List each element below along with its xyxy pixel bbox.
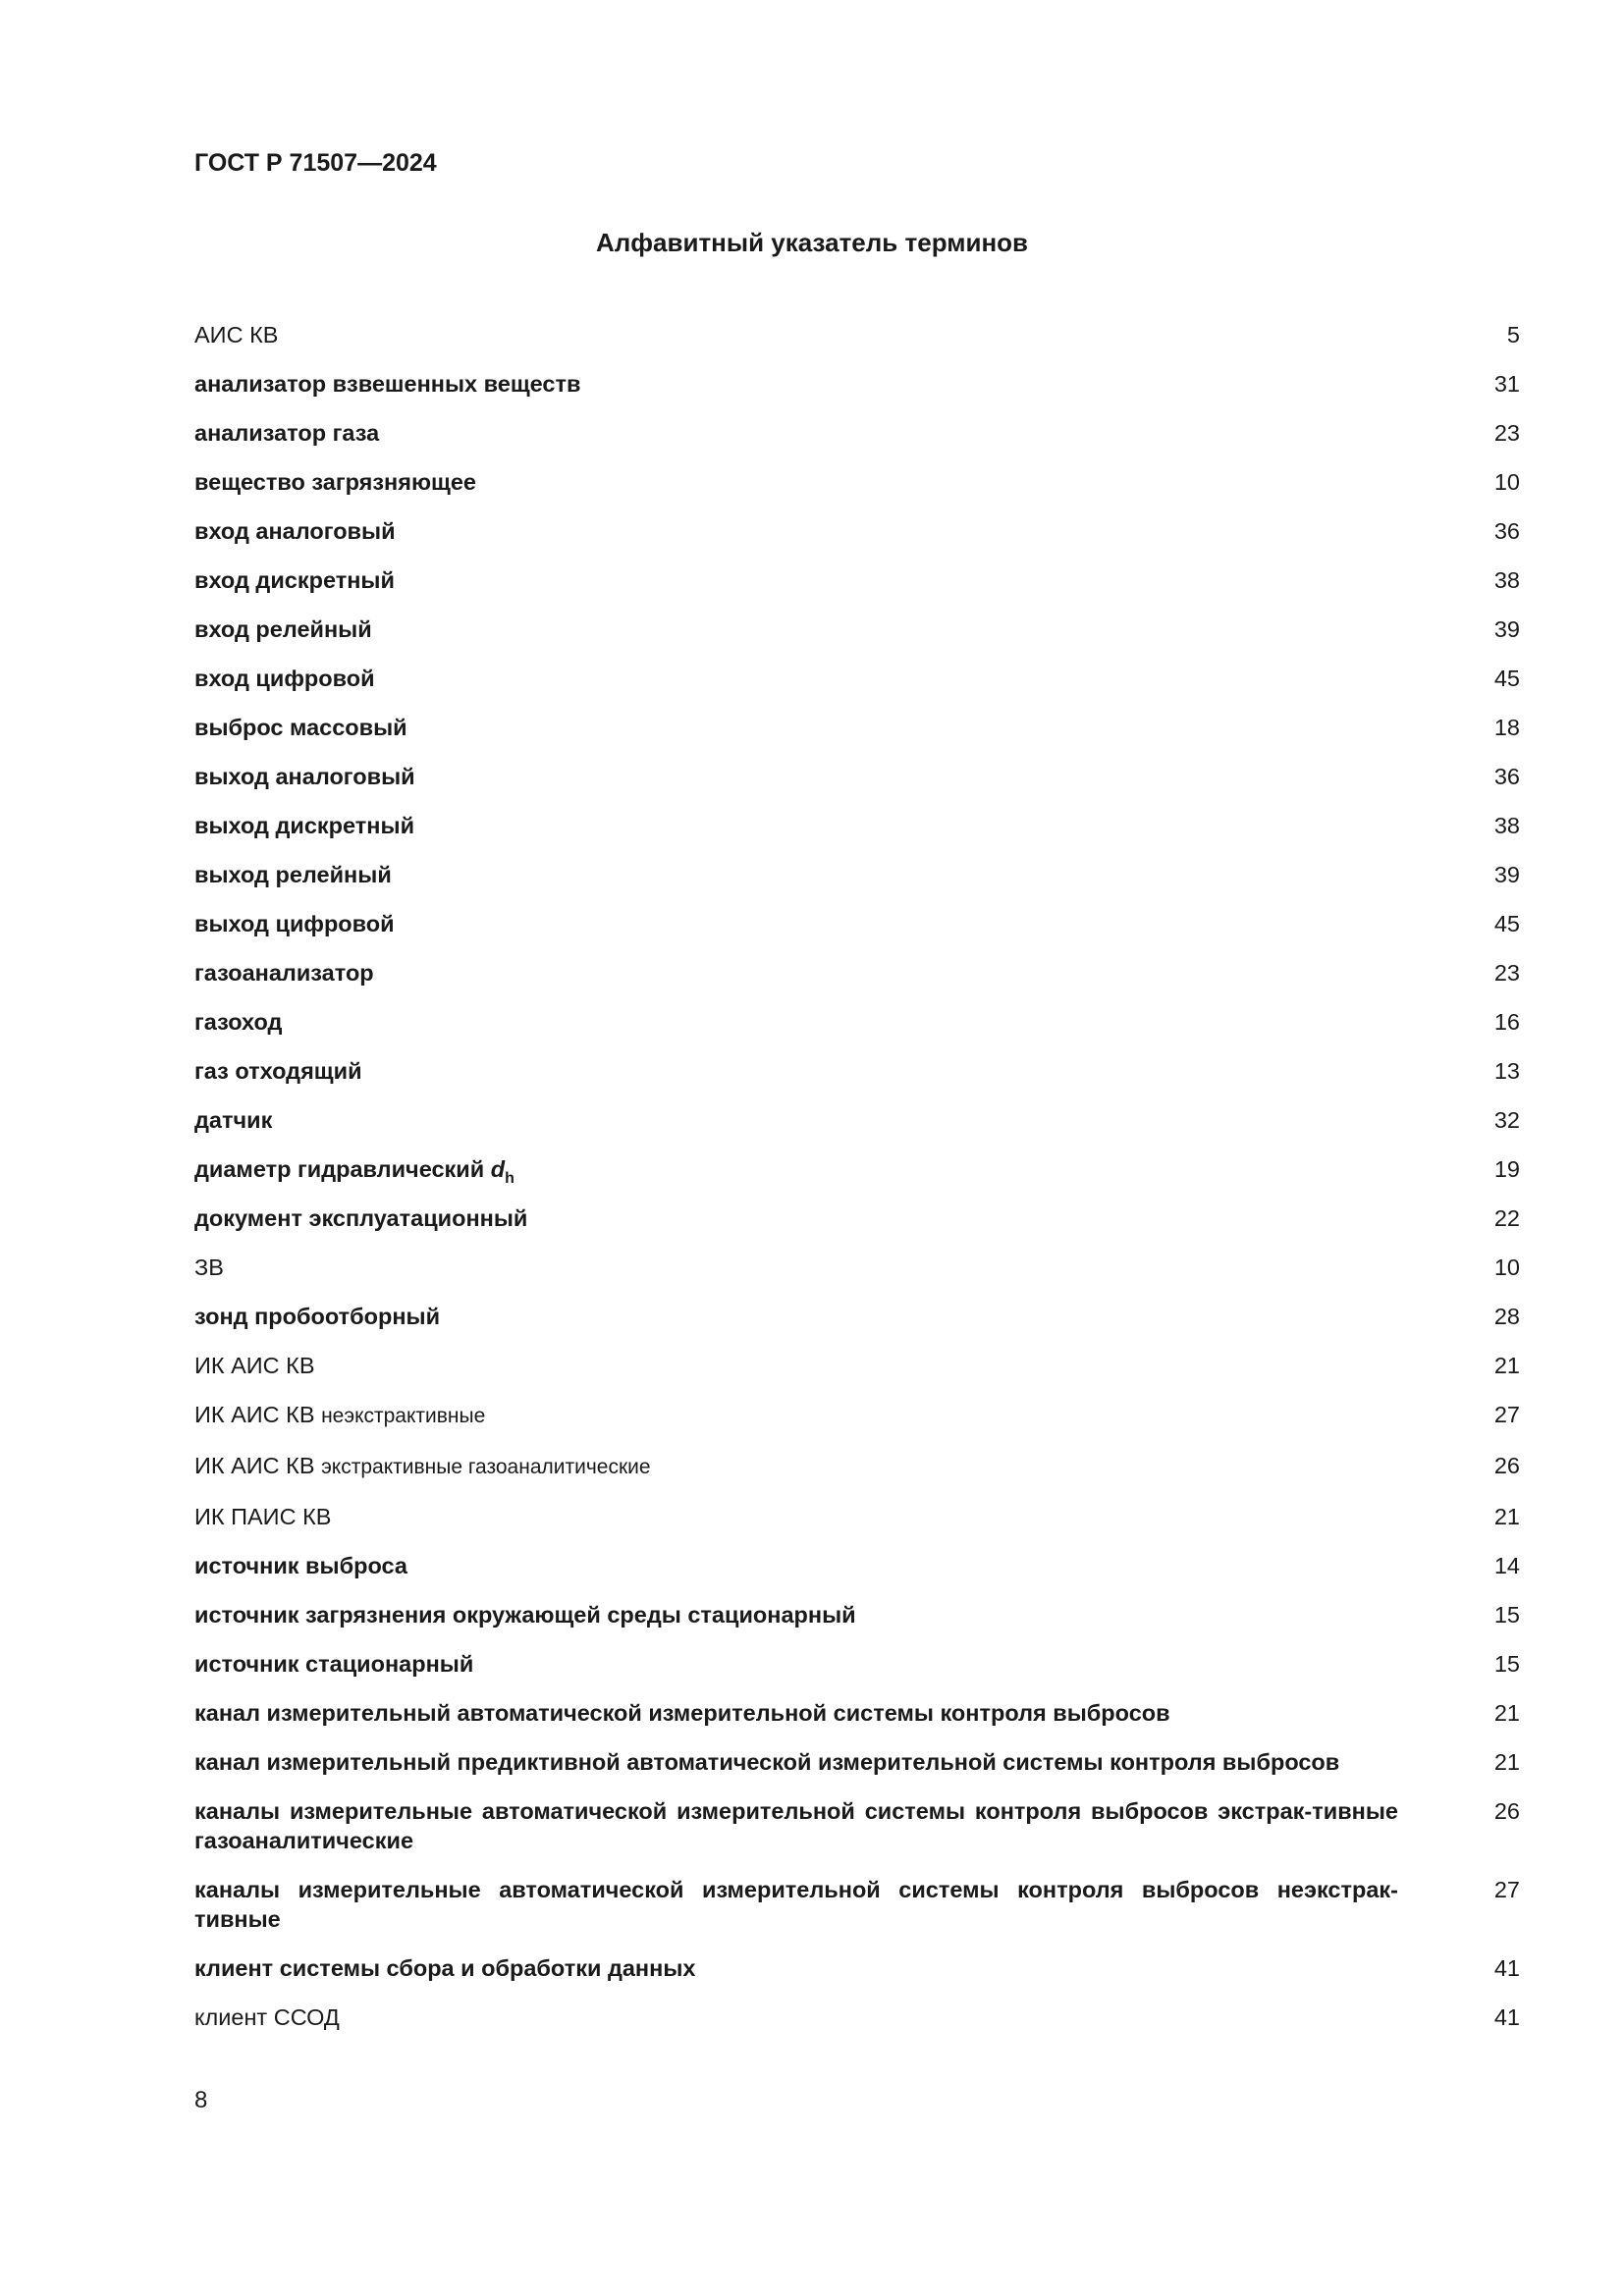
index-term-number: 15 [1493, 1602, 1520, 1628]
index-term: источник стационарный [194, 1651, 474, 1677]
index-entry [194, 1551, 1520, 1600]
index-term-number: 15 [1493, 1651, 1520, 1677]
index-term: выброс массовый [194, 715, 407, 740]
index-term-number: 28 [1493, 1304, 1520, 1329]
index-term-number: 31 [1493, 371, 1520, 397]
index-term-number: 19 [1493, 1156, 1520, 1182]
index-entry [194, 1007, 1520, 1056]
document-id: ГОСТ Р 71507—2024 [194, 149, 437, 177]
index-entry [194, 762, 1520, 811]
index-term-number: 38 [1493, 813, 1520, 838]
index-title: Алфавитный указатель терминов [595, 228, 1029, 257]
index-term-number: 21 [1493, 1504, 1520, 1529]
index-term-symbol: d [490, 1156, 506, 1182]
index-term: вход аналоговый [194, 518, 396, 544]
index-term-number: 39 [1493, 616, 1520, 642]
index-term: вход дискретный [194, 567, 395, 593]
index-term-number: 14 [1493, 1553, 1520, 1578]
index-entry [194, 1875, 1520, 1953]
index-entry [194, 909, 1520, 958]
index-entry [194, 1351, 1520, 1400]
index-entry [194, 418, 1520, 467]
index-entry [194, 516, 1520, 565]
index-entry [194, 1451, 1520, 1502]
index-term-number: 45 [1493, 666, 1520, 691]
index-entry [194, 1253, 1520, 1302]
index-entry [194, 811, 1520, 860]
index-term: выход релейный [194, 862, 392, 887]
index-term-number: 16 [1493, 1009, 1520, 1035]
index-term-number: 41 [1493, 1955, 1520, 1981]
index-term: газ отходящий [194, 1058, 362, 1084]
index-term: каналы измерительные автоматической измерительной системы контроля выбросов экстрак-тивные газоаналитические [194, 1798, 1398, 1853]
index-term: источник загрязнения окружающей среды стационарный [194, 1602, 856, 1628]
index-term-number: 27 [1493, 1877, 1520, 1902]
index-entry [194, 1600, 1520, 1649]
index-term-number: 38 [1493, 567, 1520, 593]
index-entry [194, 664, 1520, 713]
index-entry [194, 369, 1520, 418]
index-term: анализатор взвешенных веществ [194, 371, 581, 397]
index-term-number: 26 [1493, 1453, 1520, 1478]
index-term-text: диаметр гидравлический [194, 1156, 485, 1182]
index-entry [194, 565, 1520, 614]
index-entry [194, 1203, 1520, 1253]
index-term-number: 45 [1493, 911, 1520, 936]
index-term: выход аналоговый [194, 764, 415, 789]
index-term-number: 10 [1493, 469, 1520, 495]
index-term-number: 21 [1493, 1749, 1520, 1775]
index-term-number: 23 [1493, 420, 1520, 446]
index-term-number: 5 [1506, 322, 1520, 347]
index-term-number: 22 [1493, 1205, 1520, 1231]
index-entry [194, 1154, 1520, 1203]
index-term: клиент системы сбора и обработки данных [194, 1955, 696, 1981]
index-term-number: 36 [1493, 518, 1520, 544]
index-entry [194, 1698, 1520, 1747]
index-entry [194, 1056, 1520, 1105]
index-term: клиент ССОД [194, 2004, 340, 2030]
index-entry [194, 1953, 1520, 2002]
index-term: каналы измерительные автоматической измерительной системы контроля выбросов неэкстрак-тивные [194, 1877, 1398, 1932]
index-entry [194, 1400, 1520, 1451]
index-entry [194, 713, 1520, 762]
index-term-number: 23 [1493, 960, 1520, 986]
index-term-number: 21 [1493, 1353, 1520, 1378]
index-entry [194, 1502, 1520, 1551]
index-term: датчик [194, 1107, 273, 1133]
index-term-number: 32 [1493, 1107, 1520, 1133]
index-term: выход дискретный [194, 813, 415, 838]
index-entry [194, 467, 1520, 516]
index-term-number: 13 [1493, 1058, 1520, 1084]
index-term-number: 36 [1493, 764, 1520, 789]
index-term: вещество загрязняющее [194, 469, 477, 495]
index-entry [194, 1747, 1520, 1796]
index-term [194, 1400, 1398, 1431]
term-index-list [194, 320, 1520, 2052]
index-term-text: ИК АИС КВ [194, 1402, 315, 1427]
index-term [194, 1154, 1398, 1187]
index-term-number: 21 [1493, 1700, 1520, 1726]
index-term-subscript: h [505, 1170, 514, 1187]
index-term-qualifier: неэкстрактивные [321, 1405, 486, 1427]
page-number: 8 [194, 2087, 208, 2113]
index-entry [194, 614, 1520, 664]
index-term: вход релейный [194, 616, 372, 642]
index-term [194, 1451, 1398, 1482]
index-entry [194, 1302, 1520, 1351]
index-entry [194, 1105, 1520, 1154]
index-term-qualifier: экстрактивные газоаналитические [321, 1456, 651, 1478]
index-entry [194, 1796, 1520, 1875]
index-term: ИК АИС КВ [194, 1353, 315, 1378]
index-term: вход цифровой [194, 666, 375, 691]
index-term-number: 10 [1493, 1255, 1520, 1280]
index-term: ЗВ [194, 1255, 224, 1280]
index-term: газоанализатор [194, 960, 374, 986]
index-term-number: 27 [1493, 1402, 1520, 1427]
index-term-number: 18 [1493, 715, 1520, 740]
index-term: анализатор газа [194, 420, 380, 446]
index-entry [194, 860, 1520, 909]
index-entry [194, 1649, 1520, 1698]
index-term: газоход [194, 1009, 283, 1035]
index-term: канал измерительный автоматической измерительной системы контроля выбросов [194, 1700, 1170, 1726]
index-term-number: 41 [1493, 2004, 1520, 2030]
index-term: документ эксплуатационный [194, 1205, 528, 1231]
index-term-text: ИК АИС КВ [194, 1453, 315, 1478]
index-term-number: 39 [1493, 862, 1520, 887]
index-entry [194, 958, 1520, 1007]
index-term: зонд пробоотборный [194, 1304, 441, 1329]
index-term: выход цифровой [194, 911, 395, 936]
index-term: источник выброса [194, 1553, 407, 1578]
index-term: канал измерительный предиктивной автоматической измерительной системы контроля выбросов [194, 1749, 1340, 1775]
index-entry [194, 320, 1520, 369]
index-term: АИС КВ [194, 322, 279, 347]
index-entry [194, 2002, 1520, 2052]
index-term-number: 26 [1493, 1798, 1520, 1824]
index-term: ИК ПАИС КВ [194, 1504, 332, 1529]
